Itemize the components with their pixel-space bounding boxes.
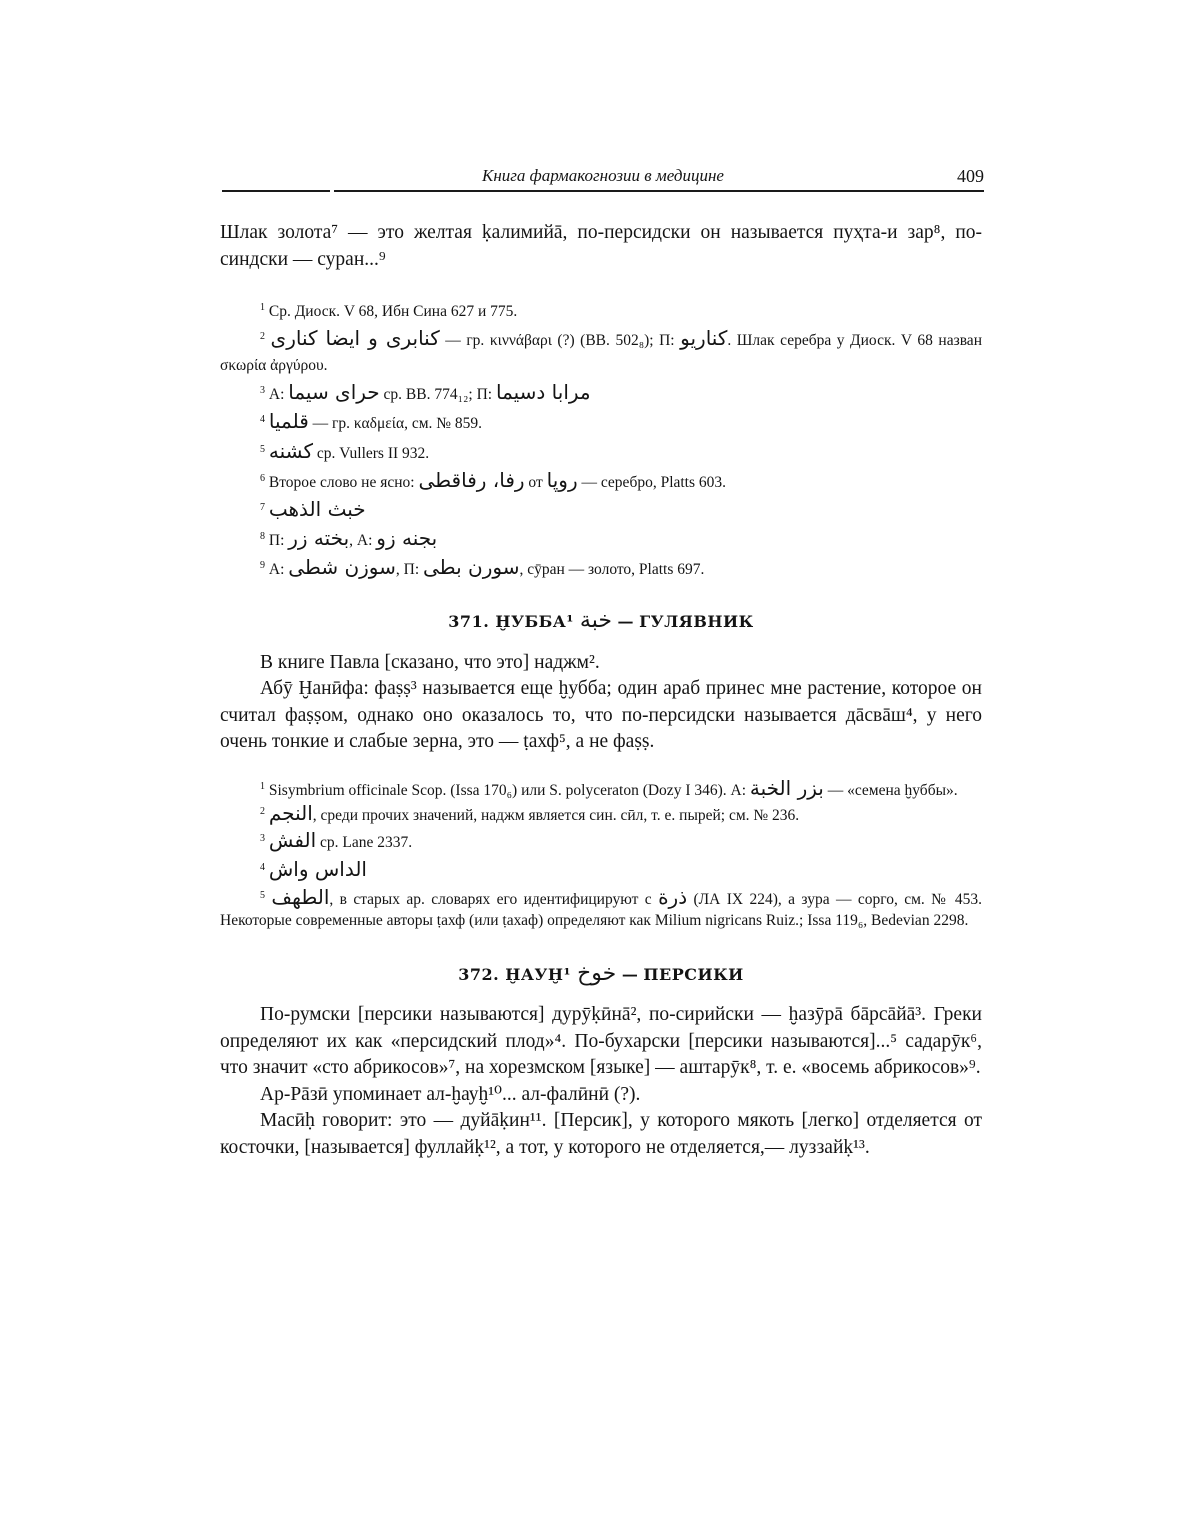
header-rule-left (222, 190, 330, 192)
running-title: Книга фармакогнозии в медицине (482, 166, 724, 185)
section-371-footnote-3: $^3$ الفش ср. Lane 2337. (260, 828, 413, 853)
arabic-term: الداس واش (268, 857, 367, 882)
arabic-term: خبث الذهب (268, 497, 366, 522)
footnote-1: $^1$ Ср. Диоск. V 68, Ибн Сина 627 и 775. (260, 302, 518, 321)
arabic-term: الطهف (271, 884, 330, 909)
section-372-paragraph-2: Ар-Рāзӣ упоминает ал-ḫауḫ¹⁰... ал-фалӣнӣ (?). (260, 1083, 641, 1105)
footnote-5: $^5$ كشنه ср. Vullers II 932. (260, 438, 430, 463)
footnote-2: $^2$ كنابرى و ايضا كنارى — гр. κιννάβαρι (?) (ВВ. 502₈); П: كناريو. Шлак серебра у Диоск. V 68 назван σκωρία ἀργύρου. (220, 326, 982, 375)
footnote-3: $^3$ А: حراى سيما ср. ВВ. 774₁₂; П: مرابا دسيما (260, 380, 591, 405)
section-371-footnote-1: $^1$ Sisymbrium officinale Scop. (Issa 170₆) или S. polyceraton (Dozy I 346). А: بزر الخبة — «семена ḫуббы». (260, 776, 958, 801)
section-371-footnote-4: $^4$ الداس واش (260, 857, 367, 882)
arabic-term: سوزن شطى (288, 555, 396, 580)
section-372-title: 372. ḪАУḪ¹ خوخ — ПЕРСИКИ (458, 960, 744, 986)
arabic-term: ذرة (658, 884, 688, 909)
section-372-paragraph-3: Масӣḥ говорит: это — дуйāḳин¹¹. [Персик], у которого мякоть [легко] отделяется от косточки, [называется] фуллайḳ¹², а тот, у которого не отделяется,— луззайḳ¹³. (220, 1110, 982, 1158)
running-head (222, 166, 984, 192)
arabic-term: بزر الخبة (749, 776, 824, 801)
arabic-term: حراى سيما (288, 380, 380, 405)
intro-footnotes (220, 295, 982, 582)
section-371-paragraph-2: Абӯ Ḫанӣфа: фаṣṣ³ называется еще ḫубба; один араб принес мне растение, которое он считал фаṣṣом, однако оно оказалось то, что по-персидски называется дāсвāш⁴, у него очень тонкие и слабые зерна, это — ṭахф⁵, а не фаṣṣ. (220, 678, 982, 753)
intro-paragraph: Шлак золота⁷ — это желтая ḳалимийā, по-персидски он называется пуҳта-и зар⁸, по-синдски — суран...⁹ (220, 222, 982, 270)
arabic-term: خبة (579, 608, 612, 634)
arabic-term: كناريو (680, 326, 728, 351)
page-number: 409 (957, 166, 984, 186)
arabic-term: روپا (546, 467, 578, 492)
section-372-text (220, 1002, 982, 1161)
arabic-term: رفا، رفاقطى (418, 467, 525, 492)
arabic-term: كنابرى و ايضا كنارى (270, 326, 440, 351)
footnote-9: $^9$ А: سوزن شطى, П: سورن بطى, сӯран — золото, Platts 697. (260, 555, 705, 580)
page-body (220, 220, 982, 1161)
arabic-term: كشنه (268, 438, 313, 463)
arabic-term: مرابا دسيما (495, 380, 591, 405)
footnote-8: $^8$ П: بخته زر, А: بجنه زو (260, 526, 438, 551)
footnote-6: $^6$ Второе слово не ясно: رفا، رفاقطى от روپا — серебро, Platts 603. (260, 467, 727, 492)
section-371-text (220, 650, 982, 756)
section-371-paragraph-1: В книге Павла [сказано, что это] наджм². (260, 651, 600, 673)
section-372-paragraph-1: По-румски [персики называются] дурӯḳӣнā², по-сирийски — ḫазӯрā бāрсāйā³. Греки определяют их как «персидский плод»⁴. По-бухарски [персики называются]...⁵ садарӯк⁶, что значит «сто абрикосов»⁷, на хорезмском [языке] — аштарӯк⁸, т. е. «восемь абрикосов»⁹. (220, 1004, 982, 1079)
arabic-term: بخته زر (288, 526, 350, 551)
arabic-term: الفش (268, 828, 317, 853)
footnote-4: $^4$ قلميا — гр. καδμεία, см. № 859. (260, 409, 483, 434)
header-rule-right (334, 190, 984, 192)
arabic-term: سورن بطى (423, 555, 520, 580)
section-371-footnote-2: $^2$ النجم, среди прочих значений, наджм является син. сӣл, т. е. пырей; см. № 236. (260, 801, 800, 826)
arabic-term: بجنه زو (376, 526, 438, 551)
section-371-footnote-5: $^5$ الطهف, в старых ар. словарях его идентифицируют с ذرة (ЛА IX 224), а зура — сорго, см. № 453. Некоторые современные авторы ṭахф (или ṭахаф) определяют как Milium nigricans Ruiz.; Issa 119₆, Bedevian 2298. (220, 884, 982, 929)
arabic-term: خوخ (577, 960, 617, 986)
section-371-title: 371. ḪУББА¹ خبة — ГУЛЯВНИК (448, 608, 754, 634)
arabic-term: قلميا (268, 409, 309, 434)
section-371-footnotes (220, 776, 982, 931)
footnote-7: $^7$ خبث الذهب (260, 497, 366, 522)
arabic-term: النجم (268, 801, 313, 826)
